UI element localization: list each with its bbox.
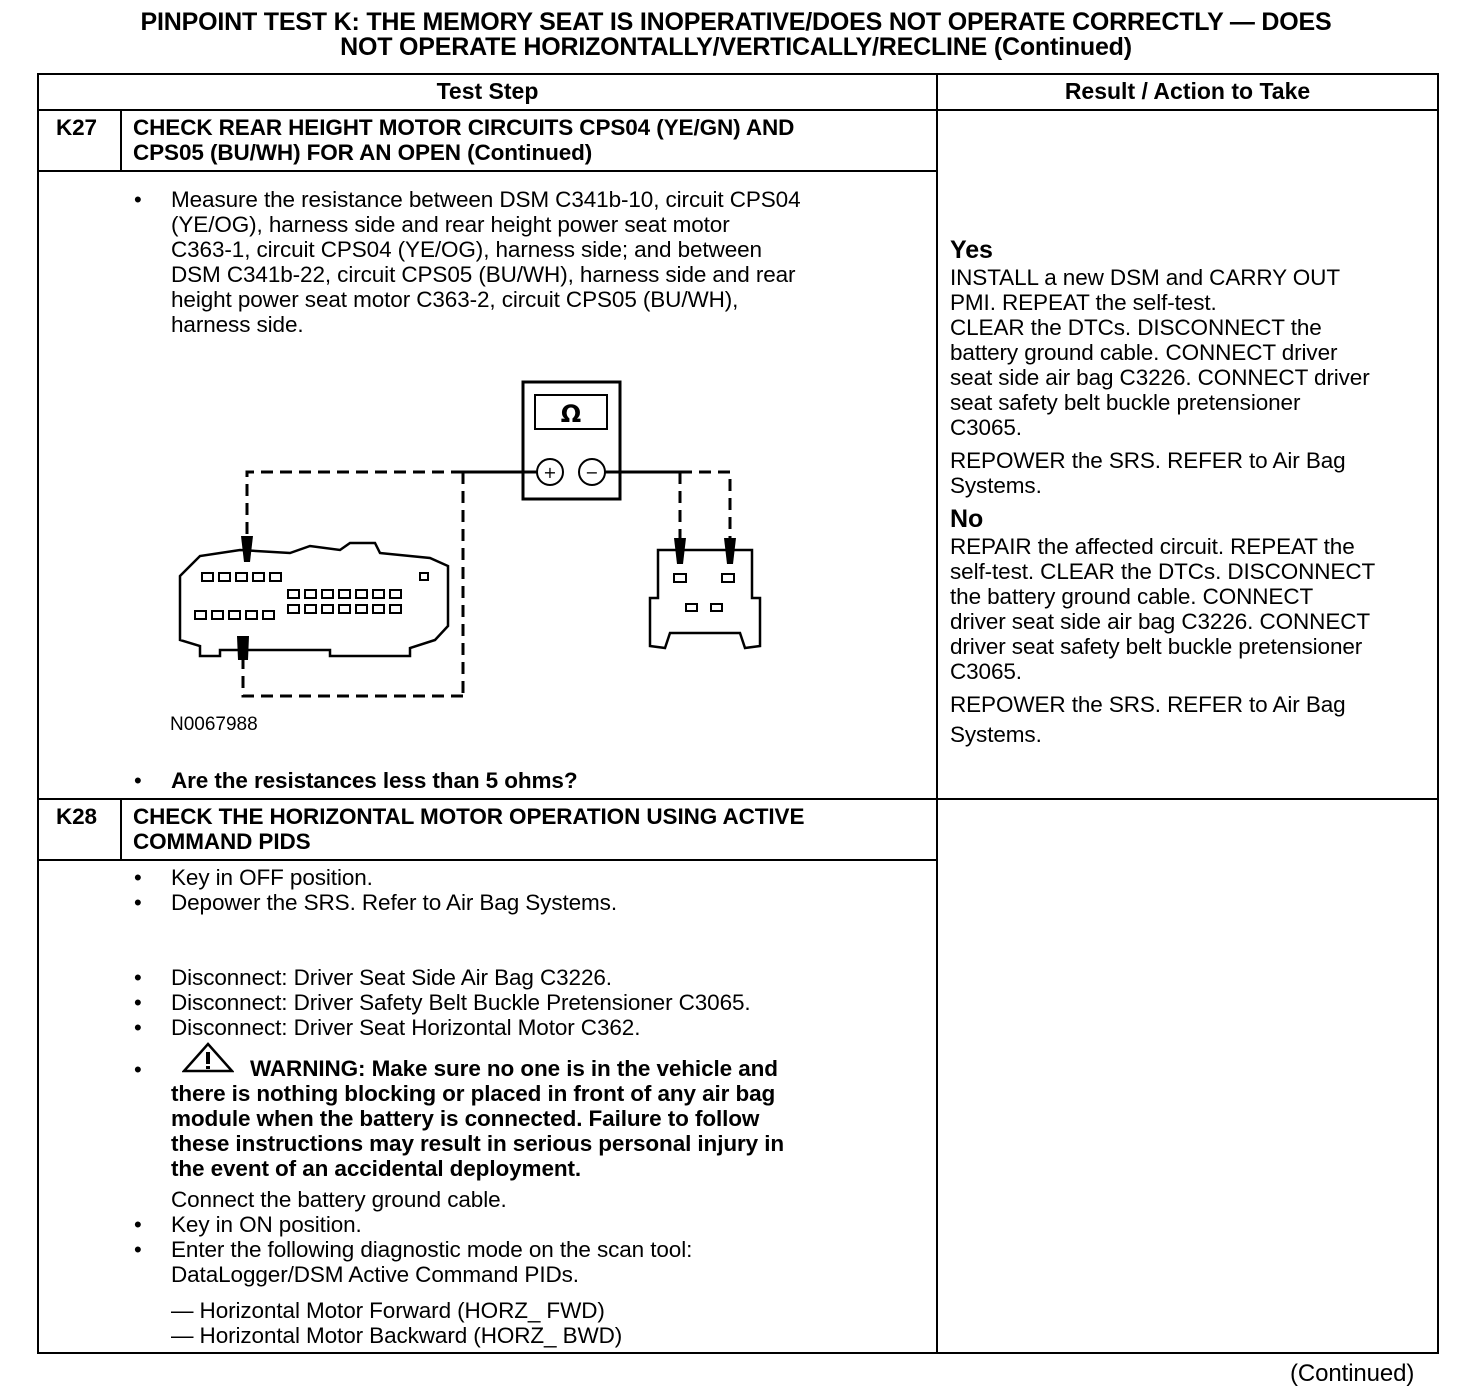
k27-heading-line-2: CPS05 (BU/WH) FOR AN OPEN (Continued) — [133, 140, 593, 165]
k28-step-disconnect-pretensioner: Disconnect: Driver Safety Belt Buckle Pretensioner C3065. — [171, 990, 751, 1015]
text-line: C3065. — [950, 415, 1022, 440]
k28-step-disconnect-airbag: Disconnect: Driver Seat Side Air Bag C3226. — [171, 965, 612, 990]
k27-id-divider — [120, 109, 122, 171]
meter-plus-label: + — [543, 463, 557, 482]
text-line: REPAIR the affected circuit. REPEAT the — [950, 534, 1355, 559]
table-border-top — [37, 73, 1439, 75]
text-line: C363-1, circuit CPS04 (YE/OG), harness side; and between — [171, 237, 762, 262]
bullet-icon: • — [134, 865, 142, 890]
k28-step-id: K28 — [56, 804, 97, 829]
result-yes-label: Yes — [950, 236, 993, 264]
text-line: driver seat safety belt buckle pretensioner — [950, 634, 1363, 659]
text-line: INSTALL a new DSM and CARRY OUT — [950, 265, 1340, 290]
text-line: WARNING: Make sure no one is in the vehicle and — [250, 1056, 778, 1081]
text-line: Measure the resistance between DSM C341b-10, circuit CPS04 — [171, 187, 801, 212]
text-line: Systems. — [950, 722, 1042, 747]
k28-heading-line-2: COMMAND PIDS — [133, 829, 311, 854]
page-title-line-2: NOT OPERATE HORIZONTALLY/VERTICALLY/RECLINE (Continued) — [340, 33, 1132, 61]
text-line: (YE/OG), harness side and rear height power seat motor — [171, 212, 730, 237]
text-line: module when the battery is connected. Failure to follow — [171, 1106, 760, 1131]
text-line: there is nothing blocking or placed in front of any air bag — [171, 1081, 776, 1106]
k28-pid-forward: — Horizontal Motor Forward (HORZ_ FWD) — [171, 1298, 605, 1323]
k28-pid-backward: — Horizontal Motor Backward (HORZ_ BWD) — [171, 1323, 623, 1348]
bullet-icon: • — [134, 768, 142, 793]
figure-reference: N0067988 — [170, 714, 258, 735]
k28-connect-ground: Connect the battery ground cable. — [171, 1187, 507, 1212]
warning-triangle-icon — [182, 1042, 234, 1074]
text-line: battery ground cable. CONNECT driver — [950, 340, 1338, 365]
row-divider — [37, 798, 1439, 800]
text-line: REPOWER the SRS. REFER to Air Bag — [950, 692, 1346, 717]
page-title — [30, 10, 1442, 60]
meter-minus-label: − — [585, 463, 599, 482]
bullet-icon: • — [134, 1212, 142, 1237]
bullet-icon: • — [134, 990, 142, 1015]
k28-step-disconnect-motor: Disconnect: Driver Seat Horizontal Motor C362. — [171, 1015, 641, 1040]
k28-step-key-off: Key in OFF position. — [171, 865, 373, 890]
k27-step-id: K27 — [56, 115, 97, 140]
result-no-label: No — [950, 505, 984, 533]
text-line: harness side. — [171, 312, 304, 337]
text-line: these instructions may result in serious personal injury in — [171, 1131, 785, 1156]
k28-step-enter-mode-line-1: Enter the following diagnostic mode on the scan tool: — [171, 1237, 693, 1262]
k27-heading-line-1: CHECK REAR HEIGHT MOTOR CIRCUITS CPS04 (YE/GN) AND — [133, 115, 795, 140]
bullet-icon: • — [134, 187, 142, 212]
k28-step-depower: Depower the SRS. Refer to Air Bag Systems. — [171, 890, 617, 915]
table-border-bottom — [37, 1352, 1439, 1354]
k28-heading-line-1: CHECK THE HORIZONTAL MOTOR OPERATION USING ACTIVE — [133, 804, 805, 829]
k28-heading-divider — [37, 859, 938, 861]
meter-symbol: Ω — [560, 400, 582, 428]
text-line: seat safety belt buckle pretensioner — [950, 390, 1301, 415]
dsm-connector-icon — [180, 543, 448, 656]
k28-step-key-on: Key in ON position. — [171, 1212, 362, 1237]
text-line: REPOWER the SRS. REFER to Air Bag — [950, 448, 1346, 473]
text-line: driver seat side air bag C3226. CONNECT — [950, 609, 1371, 634]
motor-connector-icon — [650, 550, 760, 648]
k27-heading-divider — [37, 170, 938, 172]
column-divider — [936, 73, 938, 1354]
header-divider — [37, 109, 1439, 111]
table-border-left — [37, 73, 39, 1354]
k28-id-divider — [120, 798, 122, 860]
header-result: Result / Action to Take — [1064, 78, 1311, 104]
k27-question: Are the resistances less than 5 ohms? — [171, 768, 578, 793]
bullet-icon: • — [134, 1237, 142, 1262]
page-title-line-1: PINPOINT TEST K: THE MEMORY SEAT IS INOPERATIVE/DOES NOT OPERATE CORRECTLY — DOES — [140, 8, 1332, 36]
ohmmeter-connector-diagram — [170, 378, 770, 758]
text-line: PMI. REPEAT the self-test. — [950, 290, 1217, 315]
header-test-step: Test Step — [436, 78, 539, 104]
text-line: seat side air bag C3226. CONNECT driver — [950, 365, 1370, 390]
continued-footer: (Continued) — [1290, 1360, 1415, 1387]
k28-step-enter-mode-line-2: DataLogger/DSM Active Command PIDs. — [171, 1262, 579, 1287]
text-line: Systems. — [950, 473, 1042, 498]
probe-icon — [237, 636, 249, 660]
bullet-icon: • — [134, 1057, 142, 1082]
bullet-icon: • — [134, 1015, 142, 1040]
text-line: the battery ground cable. CONNECT — [950, 584, 1314, 609]
text-line: DSM C341b-22, circuit CPS05 (BU/WH), harness side and rear — [171, 262, 796, 287]
text-line: the event of an accidental deployment. — [171, 1156, 582, 1181]
text-line: self-test. CLEAR the DTCs. DISCONNECT — [950, 559, 1376, 584]
bullet-icon: • — [134, 965, 142, 990]
text-line: CLEAR the DTCs. DISCONNECT the — [950, 315, 1322, 340]
bullet-icon: • — [134, 890, 142, 915]
text-line: C3065. — [950, 659, 1022, 684]
table-border-right — [1437, 73, 1439, 1354]
text-line: height power seat motor C363-2, circuit CPS05 (BU/WH), — [171, 287, 739, 312]
